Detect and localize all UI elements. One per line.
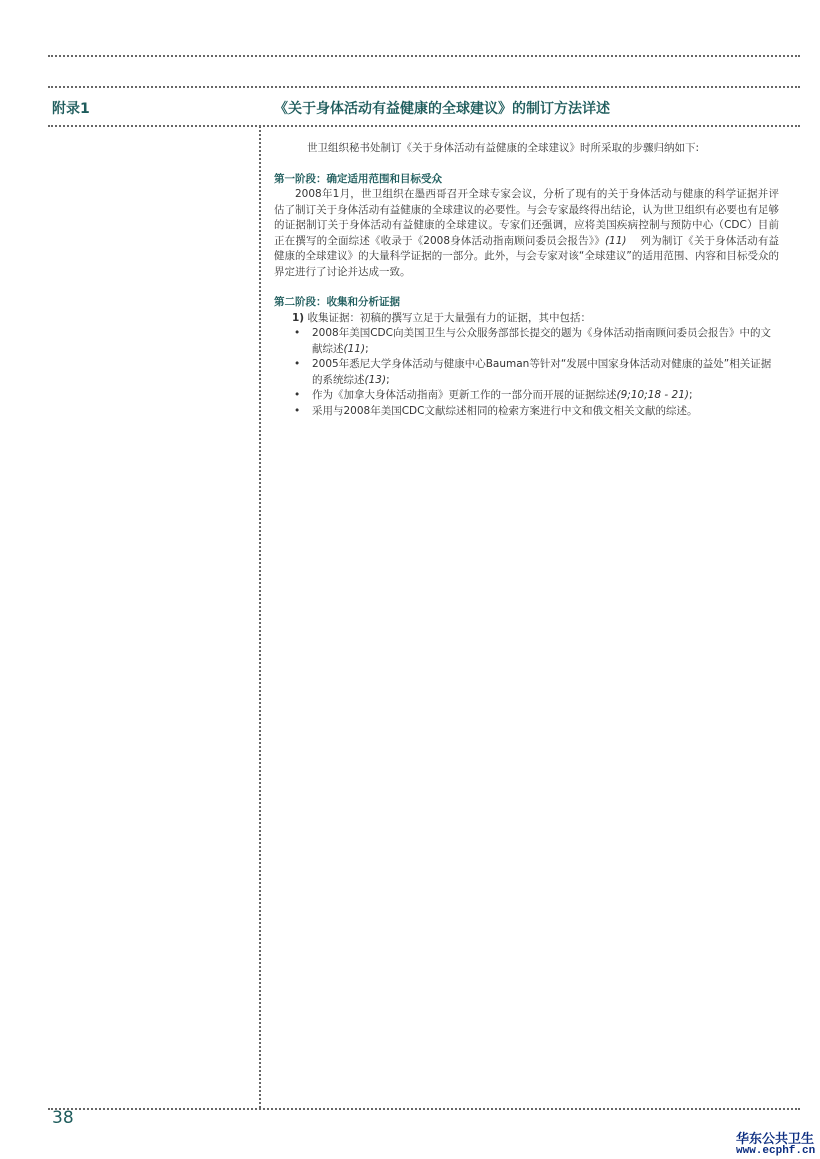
footer-divider <box>48 1108 800 1110</box>
stage2-heading: 第二阶段：收集和分析证据 <box>274 296 400 308</box>
list-item-text: 2008年美国CDC向美国卫生与公众服务部部长提交的题为《身体活动指南顾问委员会报告》中的文献综述 <box>312 327 771 355</box>
bullet-icon: • <box>294 327 301 339</box>
list-item-tail: ; <box>365 342 369 355</box>
list-item <box>274 404 779 420</box>
stage1-citation: (11) <box>604 234 627 247</box>
stage1-heading: 第一阶段：确定适用范围和目标受众 <box>274 172 442 185</box>
column-divider <box>259 126 261 1108</box>
list-item <box>274 357 779 388</box>
list-item-citation: (13) <box>364 373 387 386</box>
appendix-label: 附录1 <box>52 101 90 117</box>
list-item-text: 2005年悉尼大学身体活动与健康中心Bauman等针对“发展中国家身体活动对健康的益处”相关证据的系统综述 <box>312 358 772 386</box>
list-item-text: 采用与2008年美国CDC文献综述相同的检索方案进行中文和俄文相关文献的综述。 <box>312 404 698 417</box>
list-item <box>274 388 779 404</box>
stage1-text-b: 列为制订《关于身体活动有益健康的全球建议》的大量科学证据的一部分。此外，与会专家对该“全球建议”的适用范围、内容和目标受众的界定进行了讨论并达成一致。 <box>274 234 779 278</box>
main-content <box>274 141 779 419</box>
stage1-text-a: 2008年1月，世卫组织在墨西哥召开全球专家会议，分析了现有的关于身体活动与健康的科学证据并评估了制订关于身体活动有益健康的全球建议的必要性。与会专家最终得出结论，认为世卫组织有必要也有足够的证据制订关于身体活动有益健康的全球建议。专家们还强调，应将美国疾病控制与预防中心（CDC）目前正在撰写的全面综述《收录于《2008身体活动指南顾问委员会报告》》 <box>274 188 779 247</box>
list-item-citation: (9;10;18 - 21) <box>616 389 689 401</box>
list-item-tail: ; <box>386 373 390 386</box>
stage1-paragraph <box>274 187 779 280</box>
page-number: 38 <box>52 1108 74 1128</box>
list-item-text: 作为《加拿大身体活动指南》更新工作的一部分而开展的证据综述 <box>312 389 617 401</box>
watermark-url: www.ecphf.cn <box>736 1145 816 1157</box>
stage2-item-1 <box>292 311 779 327</box>
bullet-icon: • <box>294 358 301 370</box>
bullet-icon: • <box>294 404 301 417</box>
bullet-icon: • <box>294 389 301 401</box>
evidence-list <box>274 326 779 419</box>
watermark-name: 华东公共卫生 <box>736 1132 815 1147</box>
intro-paragraph: 世卫组织秘书处制订《关于身体活动有益健康的全球建议》时所采取的步骤归纳如下: <box>307 142 700 154</box>
page-title: 《关于身体活动有益健康的全球建议》的制订方法详述 <box>274 101 610 117</box>
stage2-item-text: 收集证据：初稿的撰写立足于大量强有力的证据，其中包括： <box>307 311 591 324</box>
list-item-citation: (11) <box>343 342 366 355</box>
header-top-divider <box>48 86 800 88</box>
header-bottom-divider <box>48 125 800 127</box>
top-divider <box>48 55 800 57</box>
stage2-item-number: 1) <box>292 311 305 324</box>
list-item <box>274 326 779 357</box>
list-item-tail: ; <box>689 389 693 401</box>
